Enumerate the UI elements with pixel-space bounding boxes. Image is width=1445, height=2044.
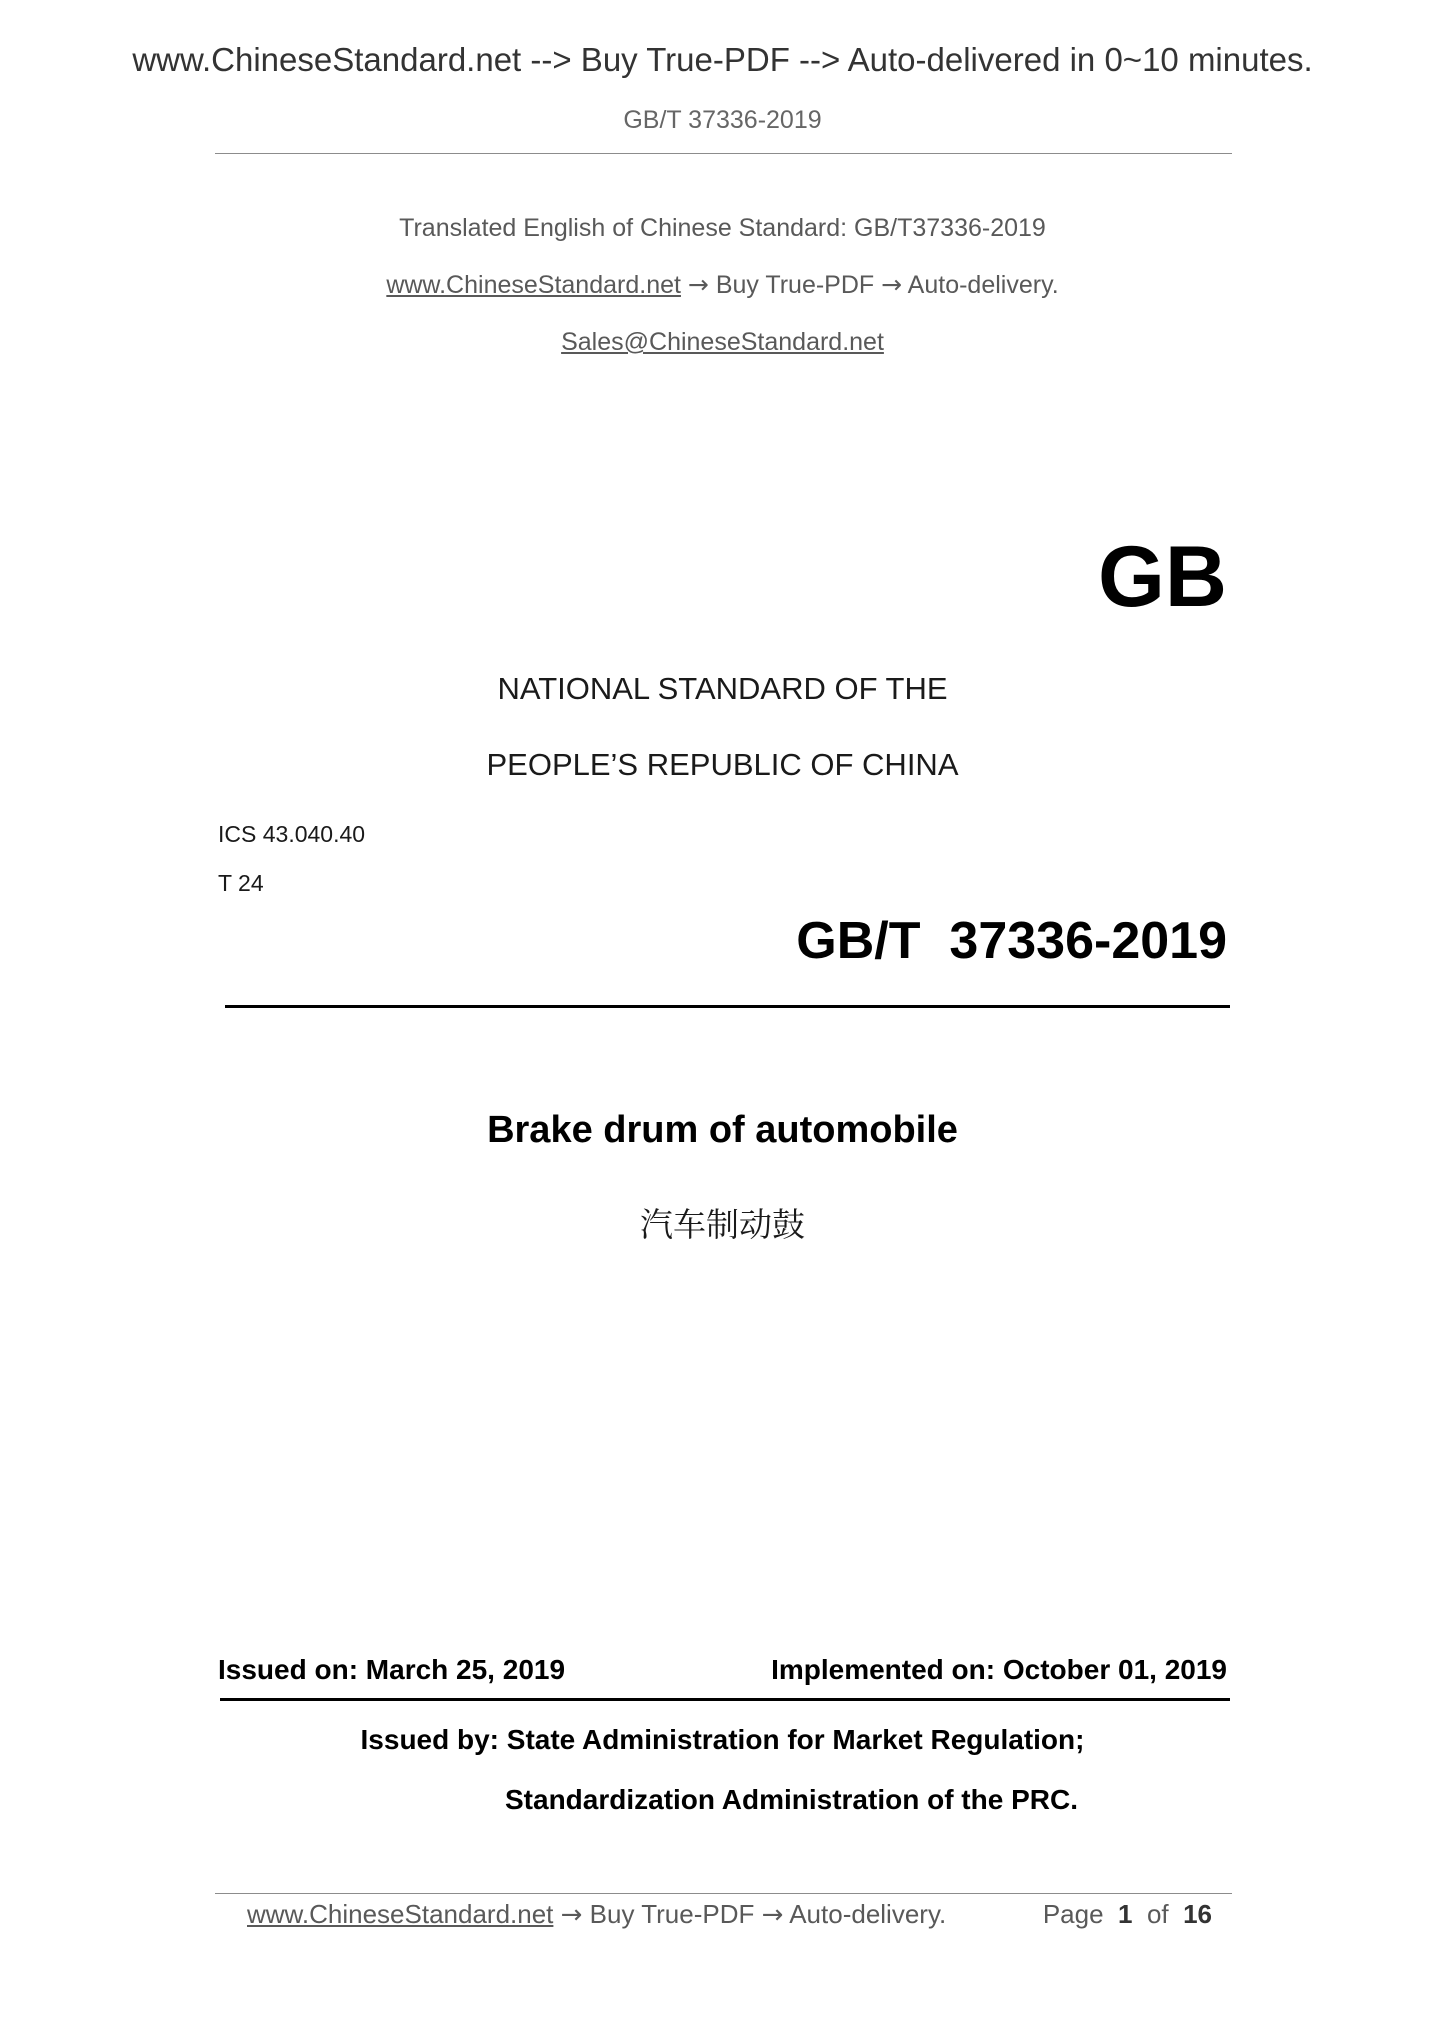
- arrow-right-icon: →: [560, 1900, 583, 1930]
- issued-date: Issued on: March 25, 2019: [218, 1654, 566, 1685]
- issuer-line-1: Issued by: State Administration for Market Regulation;: [360, 1724, 1085, 1755]
- translated-notice: Translated English of Chinese Standard: GB/T37336-2019: [399, 214, 1046, 242]
- footer-delivery-text: Auto-delivery.: [789, 1899, 947, 1929]
- top-banner: www.ChineseStandard.net --> Buy True-PDF --> Auto-delivered in 0~10 minutes.: [132, 41, 1313, 78]
- country-heading: PEOPLE’S REPUBLIC OF CHINA: [486, 747, 959, 782]
- of-word: of: [1146, 1899, 1169, 1929]
- ics-code: ICS 43.040.40: [218, 821, 366, 847]
- sales-email-link[interactable]: Sales@ChineseStandard.net: [561, 328, 884, 356]
- buy-text: Buy True-PDF: [715, 271, 875, 299]
- page-number: 1: [1118, 1899, 1133, 1929]
- document-title: Brake drum of automobile: [487, 1109, 958, 1151]
- page-word: Page: [1042, 1899, 1104, 1929]
- site-link[interactable]: www.ChineseStandard.net: [386, 271, 681, 299]
- header-standard-code: GB/T 37336-2019: [623, 106, 822, 134]
- footer-buy-text: Buy True-PDF: [589, 1899, 755, 1929]
- footer-divider: [215, 1893, 1232, 1894]
- implemented-date: Implemented on: October 01, 2019: [771, 1654, 1227, 1685]
- arrow-right-icon: →: [881, 270, 903, 299]
- arrow-right-icon: →: [761, 1900, 784, 1930]
- standard-number-divider: [225, 1005, 1230, 1008]
- footer-site-link[interactable]: www.ChineseStandard.net: [247, 1899, 554, 1929]
- issuer-line-2: Standardization Administration of the PRC.: [505, 1784, 1078, 1815]
- delivery-text: Auto-delivery.: [907, 271, 1059, 299]
- page-indicator: [1043, 1896, 1212, 1932]
- dates-divider: [220, 1698, 1230, 1701]
- standard-number: GB/T 37336-2019: [796, 912, 1227, 970]
- site-line: [0, 268, 1445, 302]
- footer-site-line: [247, 1896, 946, 1933]
- page-total: 16: [1183, 1899, 1212, 1929]
- sales-line: [0, 325, 1445, 359]
- gb-mark: GB: [1098, 529, 1227, 625]
- national-standard-heading: NATIONAL STANDARD OF THE: [497, 671, 948, 706]
- classification-code: T 24: [218, 870, 264, 896]
- arrow-right-icon: →: [687, 270, 709, 299]
- document-title-chinese: 汽车制动鼓: [640, 1205, 805, 1244]
- header-divider: [215, 153, 1232, 154]
